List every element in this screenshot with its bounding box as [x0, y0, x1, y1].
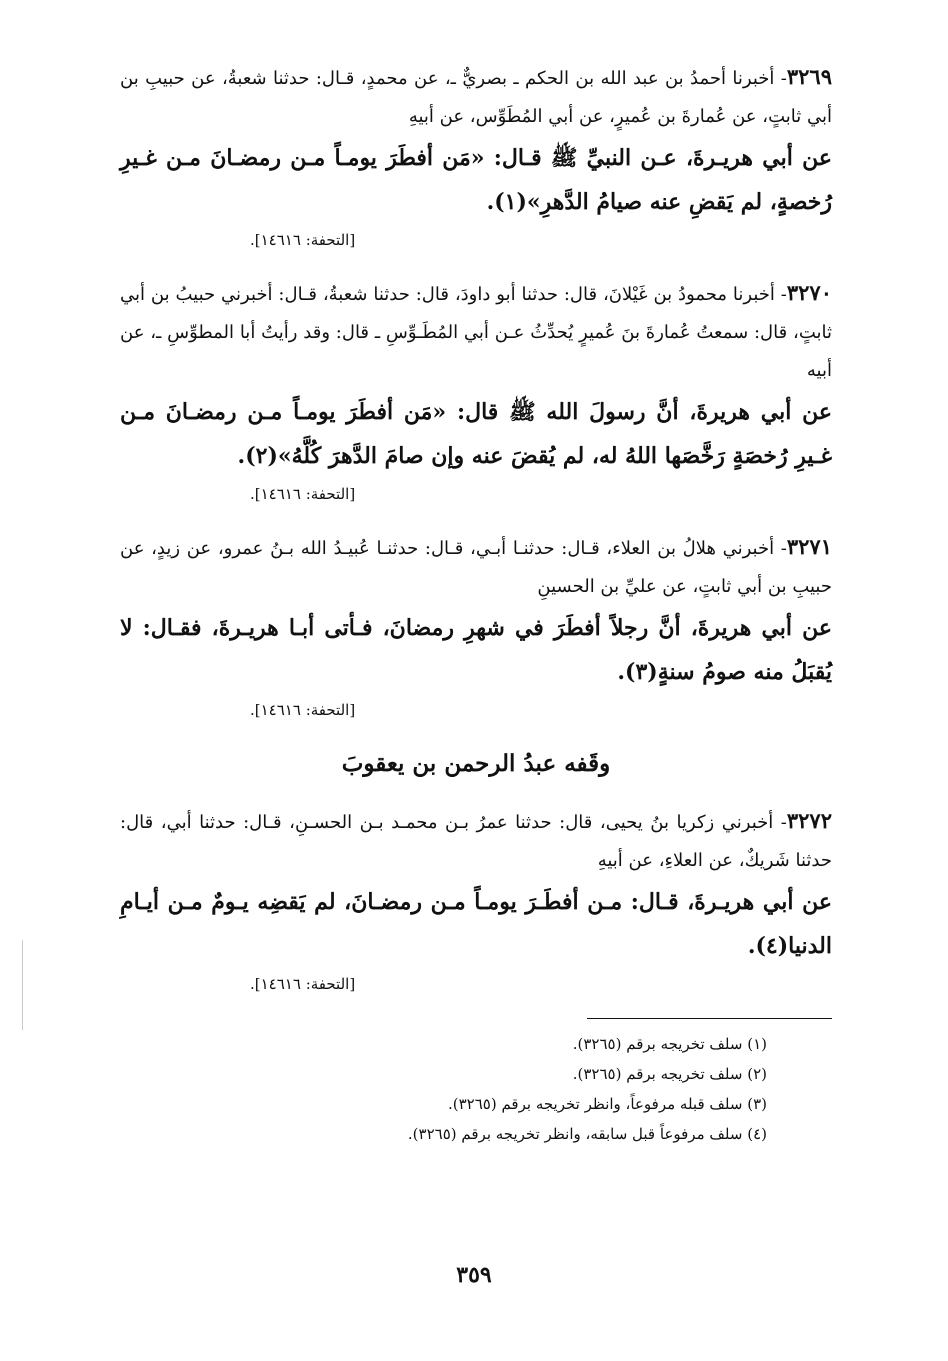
- hadith-isnad: ٣٢٧١- أخبرني هلالُ بن العلاء، قـال: حدثنـا أبـي، قـال: حدثنـا عُبيـدُ الله بـنُ عمرو، عن زيدٍ، عن حبيبِ بن أبي ثابتٍ، عن عليِّ بن الحسينِ: [120, 534, 832, 597]
- hadith-matn: عن أبي هريرةَ، أنَّ رسولَ الله ﷺ قال: «مَن أفطَرَ يومـاً مـن رمضـانَ مـن غـيرِ رُخصَةٍ رَخَّصَها اللهُ له، لم يُقضَ عنه وإن صامَ الدَّهرَ كُلَّهُ»(٢).: [120, 399, 832, 469]
- section-heading: وقَفه عبدُ الرحمن بن يعقوبَ: [341, 750, 611, 777]
- footnote-2: (٢) سلف تخريجه برقم (٣٢٦٥).: [572, 1065, 767, 1083]
- margin-line: [22, 940, 23, 1030]
- isnad-text: أخبرني هلالُ بن العلاء، قـال: حدثنـا أبـي، قـال: حدثنـا عُبيـدُ الله بـنُ عمرو، عن زيدٍ، عن حبيبِ بن أبي ثابتٍ، عن عليِّ بن الحسينِ: [120, 538, 832, 597]
- footnote-1: (١) سلف تخريجه برقم (٣٢٦٥).: [572, 1035, 767, 1053]
- tuhfa-reference: [التحفة: ١٤٦١٦].: [250, 975, 356, 993]
- page-number: ٣٥٩: [456, 1262, 492, 1288]
- hadith-number: ٣٢٧٢: [786, 808, 832, 833]
- page-body: [120, 58, 832, 1149]
- hadith-matn: عن أبي هريـرةَ، قـال: مـن أفطَـرَ يومـاً مـن رمضـانَ، لم يَقضِه يـومٌ مـن أيـامِ الدنيا(٤).: [120, 889, 832, 959]
- footnote-4: (٤) سلف مرفوعاً قبل سابقه، وانظر تخريجه برقم (٣٢٦٥).: [407, 1125, 767, 1143]
- footnote-3: (٣) سلف قبله مرفوعاً، وانظر تخريجه برقم (٣٢٦٥).: [447, 1095, 767, 1113]
- footnote-separator: [587, 1018, 832, 1019]
- isnad-text: أخبرنا أحمدُ بن عبد الله بن الحكم ـ بصريٌّ ـ، عن محمدٍ، قـال: حدثنا شعبةُ، عن حبيبِ بن أبي ثابتٍ، عن عُمارةَ بن عُميرٍ، عن أبي المُطَوِّس، عن أبيهِ: [120, 68, 832, 127]
- hadith-isnad: ٣٢٧٠- أخبرنا محمودُ بن غَيْلانَ، قال: حدثنا أبو داودَ، قال: حدثنا شعبةُ، قـال: أخبرني حبيبُ بن أبي ثابتٍ، قال: سمعتُ عُمارةَ بنَ عُميرٍ يُحدِّثُ عـن أبي المُطَـوِّسِ ـ قال: وقد رأيتُ أبا المطوِّسِ ـ، عن أبيه: [120, 280, 832, 381]
- hadith-3270: [120, 274, 832, 506]
- tuhfa-reference: [التحفة: ١٤٦١٦].: [250, 701, 356, 719]
- isnad-text: أخبرني زكريا بنُ يحيى، قال: حدثنا عمرُ بـن محمـد بـن الحسـنِ، قـال: حدثنا أبي، قال: حدثنا شَريكٌ، عن العلاءِ، عن أبيهِ: [120, 812, 832, 871]
- hadith-number: ٣٢٧٠: [786, 280, 832, 305]
- hadith-3272: [120, 802, 832, 996]
- hadith-3269: [120, 58, 832, 252]
- hadith-matn: عن أبي هريـرةَ، عـن النبيِّ ﷺ قـال: «مَن أفطَرَ يومـاً مـن رمضـانَ مـن غـيرِ رُخصةٍ، لم يَقضِ عنه صيامُ الدَّهرِ»(١).: [120, 145, 832, 215]
- hadith-3271: [120, 528, 832, 722]
- footnotes: [120, 1029, 832, 1149]
- hadith-number: ٣٢٧١: [786, 534, 832, 559]
- tuhfa-reference: [التحفة: ١٤٦١٦].: [250, 231, 356, 249]
- hadith-isnad: ٣٢٧٢- أخبرني زكريا بنُ يحيى، قال: حدثنا عمرُ بـن محمـد بـن الحسـنِ، قـال: حدثنا أبي، قال: حدثنا شَريكٌ، عن العلاءِ، عن أبيهِ: [120, 808, 832, 871]
- hadith-matn: عن أبي هريرةَ، أنَّ رجلاً أفطَرَ في شهرِ رمضانَ، فـأتى أبـا هريـرةَ، فقـال: لا يُقبَلُ منه صومُ سنةٍ(٣).: [120, 615, 832, 685]
- hadith-isnad: ٣٢٦٩- أخبرنا أحمدُ بن عبد الله بن الحكم ـ بصريٌّ ـ، عن محمدٍ، قـال: حدثنا شعبةُ، عن حبيبِ بن أبي ثابتٍ، عن عُمارةَ بن عُميرٍ، عن أبي المُطَوِّس، عن أبيهِ: [120, 64, 832, 127]
- hadith-number: ٣٢٦٩: [786, 64, 832, 89]
- tuhfa-reference: [التحفة: ١٤٦١٦].: [250, 485, 356, 503]
- isnad-text: أخبرنا محمودُ بن غَيْلانَ، قال: حدثنا أبو داودَ، قال: حدثنا شعبةُ، قـال: أخبرني حبيبُ بن أبي ثابتٍ، قال: سمعتُ عُمارةَ بنَ عُميرٍ يُحدِّثُ عـن أبي المُطَـوِّسِ ـ قال: وقد رأيتُ أبا المطوِّسِ ـ، عن أبيه: [120, 284, 832, 381]
